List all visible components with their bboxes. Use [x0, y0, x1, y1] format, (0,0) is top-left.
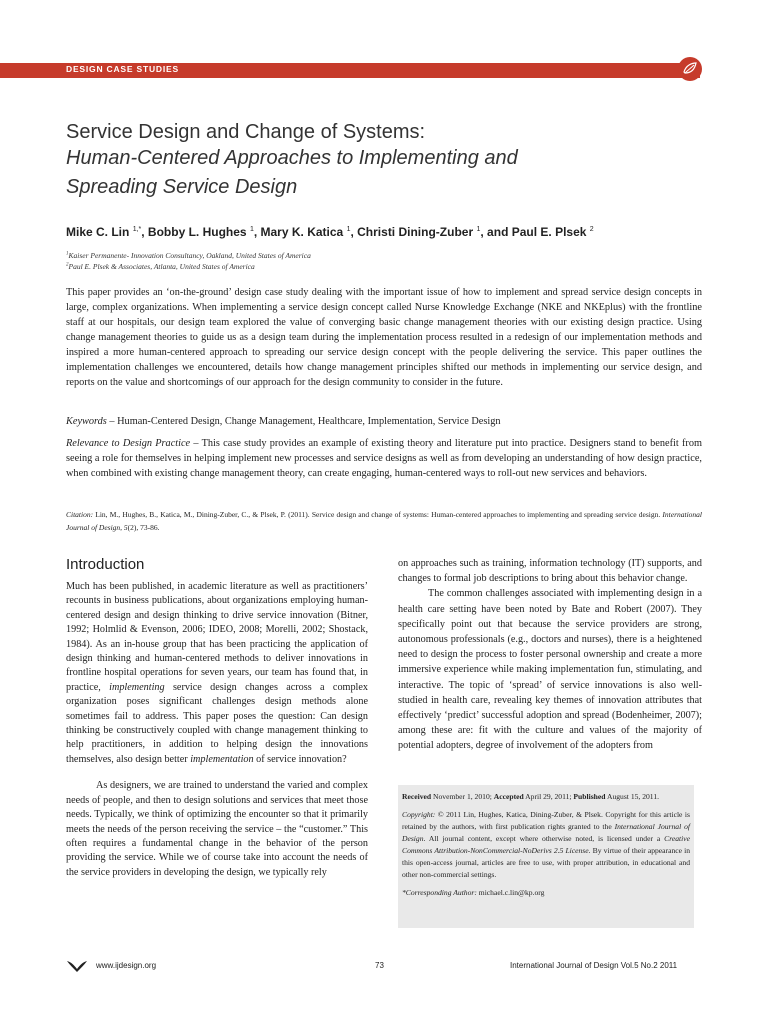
- leaf-logo-icon: [678, 57, 702, 81]
- section-heading-introduction: Introduction: [66, 556, 145, 573]
- keywords-text: – Human-Centered Design, Change Management, Healthcare, Implementation, Service Design: [106, 416, 501, 427]
- paragraph-text: Much has been published, in academic literature as well as practitioners’ recounts in business publications, about organizations employing human-centered design and design thinking to drive service innovation (Bitner, 1992; Holmlid & Evenson, 2006; IDEO, 2008; Morelli, 2002; Shostack, 1984). As an in-house group that has been practicing the application of design thinking and human-centered methods to deliver innovations in frontline hospital operations for seven years, our team has found that, in practice,: [66, 581, 368, 693]
- author-mark: 2: [589, 226, 594, 233]
- paper-title-line-2: Human-Centered Approaches to Implementing and: [66, 147, 518, 169]
- footer-journal: International Journal of Design Vol.5 No.2 2011: [510, 961, 678, 970]
- author-list: Mike C. Lin $^{1,*}$, Bobby L. Hughes $^1$, Mary K. Katica $^1$, Christi Dining-Zuber $^1$, and Paul E. Plsek $^2$: [66, 225, 594, 239]
- author-name: Paul E. Plsek: [511, 225, 587, 239]
- article-info-box: [398, 785, 694, 928]
- affiliation-text: Paul E. Plsek & Associates, Atlanta, United States of America: [68, 262, 255, 271]
- copyright-text: . By virtue of their appearance in this open-access journal, articles are free to use, with proper attribution, in educational and other non-commercial settings.: [402, 846, 690, 879]
- corresponding-author: [402, 887, 690, 899]
- copyright-journal: International Journal of Design: [402, 822, 691, 843]
- affiliation-mark: 2: [66, 262, 69, 268]
- accepted-label: Accepted: [493, 792, 524, 801]
- paragraph-text: service design changes across a complex organization poses significant challenges design methods alone sometimes fail to address. This paper poses the question: Can design thinking be constructively coupled with change management thinking to help practitioners, in addition to helping design the innovations themselves, also design better: [66, 681, 369, 765]
- affiliation-text: Kaiser Permanente- Innovation Consultancy, Oakland, United States of America: [68, 251, 311, 260]
- paragraph-text: of service innovation?: [253, 753, 347, 765]
- relevance-text: – This case study provides an example of existing theory and literature put into practice. Designers stand to benefit from seeing a role for themselves in helping implement new processes and service designs as well as from developing an understanding of how design practice, when combined with existing change management theory, can create engaging, human-centered ways to roll-out new services and behaviors.: [66, 438, 702, 479]
- affiliation-2: [66, 262, 255, 271]
- copyright-text: © 2011 Lin, Hughes, Katica, Dining-Zuber, & Plsek. Copyright for this article is retained by the authors, with first publication rights granted to the: [402, 810, 690, 831]
- author-name: Bobby L. Hughes: [147, 225, 247, 239]
- received-date: November 1, 2010;: [431, 792, 494, 801]
- paper-title-line-3: Spreading Service Design: [66, 176, 298, 198]
- author-mark: 1: [476, 226, 481, 233]
- copyright-text: . All journal content, except where otherwise noted, is licensed under a: [423, 834, 665, 843]
- received-label: Received: [402, 792, 432, 801]
- body-column-left: [66, 580, 368, 880]
- author-mark: 1: [346, 226, 351, 233]
- dates-line: [402, 791, 690, 803]
- footer-url[interactable]: www.ijdesign.org: [96, 961, 157, 970]
- page-number: 73: [375, 961, 384, 970]
- author-name: Mary K. Katica: [260, 225, 344, 239]
- copyright-label: Copyright:: [402, 810, 436, 819]
- published-label: Published: [573, 792, 606, 801]
- body-column-right: [398, 556, 702, 754]
- body-paragraph: The common challenges associated with implementing design in a health care setting have been noted by Bate and Robert (2007). They specifically point out that because the service providers are strong, autonomous professionals (e.g., doctors and nurses), there is a heightened need to design the process to foster personal ownership and create a more immersive experience while making implementation fun, stimulating, and interactive. The topic of ‘spread’ of service innovations is also well-studied in health care, revealing key themes of innovation attributes that effectively ‘predict’ successful adoption and spread (Bodenheimer, 2007); among these are: fit with the culture and values of the majority of potential adopters, degree of involvement of the adopters from: [398, 588, 702, 752]
- citation: [66, 508, 702, 534]
- citation-label: Citation:: [66, 510, 94, 519]
- body-paragraph: [66, 580, 368, 767]
- affiliation-1: [66, 251, 311, 260]
- corresponding-label: *Corresponding Author:: [402, 888, 477, 897]
- emphasis-text: implementation: [190, 753, 254, 765]
- body-paragraph: As designers, we are trained to understand the varied and complex needs of people, and then to design solutions and services that meet those needs. Typically, we think of optimizing the encounter so that it primarily meets the needs of the person receiving the service – the “customer.” This often requires a fundamental change in the behavior of the person providing the service. While we of course take into account the needs of the service providers in developing the design, we typically rely: [66, 780, 368, 878]
- citation-issue: (2), 73-86.: [127, 523, 160, 532]
- affiliation-mark: 1: [66, 251, 69, 257]
- emphasis-text: implementing: [109, 681, 165, 693]
- relevance-label: Relevance to Design Practice: [66, 438, 191, 449]
- author-mark: 1: [249, 226, 254, 233]
- copyright-notice: [402, 809, 690, 881]
- corresponding-email[interactable]: michael.c.lin@kp.org: [476, 888, 545, 897]
- author-name: Mike C. Lin: [66, 225, 130, 239]
- accepted-date: April 29, 2011;: [523, 792, 574, 801]
- relevance-to-practice: [66, 436, 702, 481]
- published-date: August 15, 2011.: [605, 792, 660, 801]
- citation-text: Lin, M., Hughes, B., Katica, M., Dining-Zuber, C., & Plsek, P. (2011). Service design and change of systems: Human-centered approaches to implementing and spreading service design.: [93, 510, 663, 519]
- section-label: DESIGN CASE STUDIES: [66, 64, 179, 74]
- license-link[interactable]: Creative Commons Attribution-NonCommercial-NoDerivs 2.5 License: [402, 834, 690, 855]
- bird-logo-icon: [66, 959, 88, 973]
- body-paragraph: on approaches such as training, information technology (IT) supports, and changes to formal job descriptions to bring about this behavior change.: [398, 558, 702, 585]
- author-mark: 1,*: [132, 226, 142, 233]
- paper-title-line-1: Service Design and Change of Systems:: [66, 121, 426, 143]
- abstract: This paper provides an ‘on-the-ground’ design case study dealing with the important issue of how to implement and spread service design concepts in large, complex organizations. When implementing a service design concept called Nurse Knowledge Exchange (NKE and NKEplus) with the frontline staff at our hospitals, our design team explored the value of converging basic change management theories with our existing design practice. Using change management theories to guide us as a design team during the implementation process resulted in a redesign of our implementation methods and inspired a more human-centered approach to spreading our service design concept with the people delivering the service. This paper outlines the implementation challenges we encountered, details how change management principles shifted our methods in implementing our service design, and reports on the value and shortcomings of our approach for the design community to consider in the future.: [66, 287, 702, 388]
- author-name: Christi Dining-Zuber: [357, 225, 474, 239]
- keywords: [66, 414, 702, 429]
- citation-journal: International Journal of Design, 5: [66, 510, 702, 532]
- keywords-label: Keywords: [66, 416, 107, 427]
